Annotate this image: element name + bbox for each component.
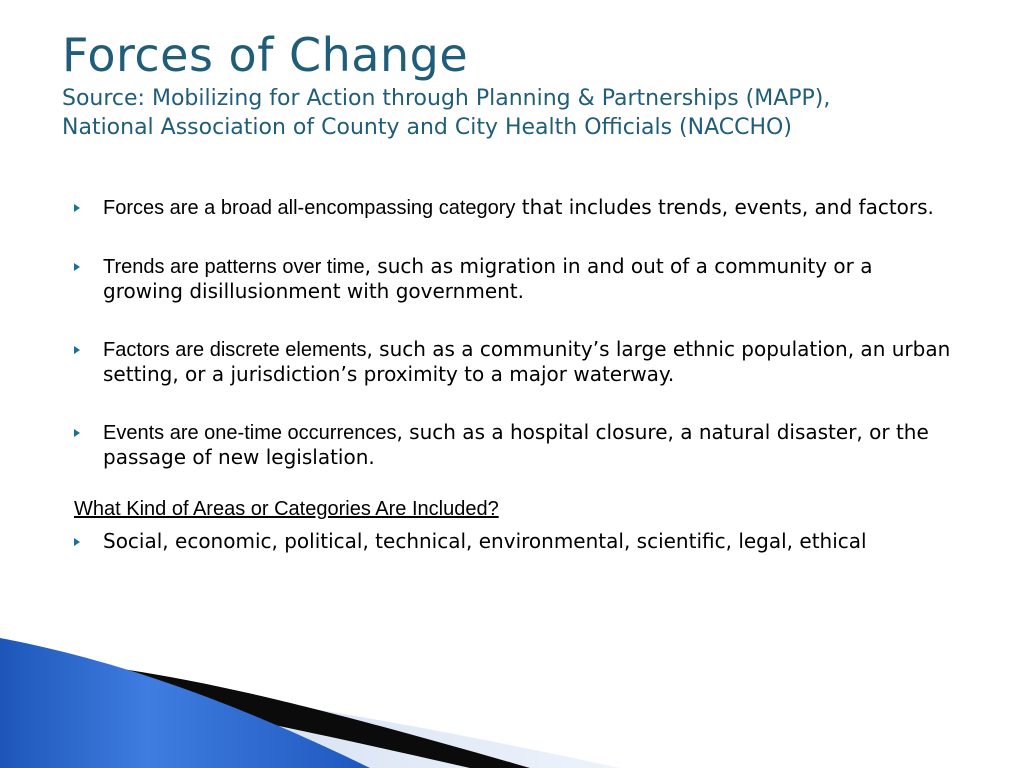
- bullet-term: Factors are discrete elements: [103, 339, 367, 361]
- bullet-text: , such as migration in and out of a community or a growing disillusionment with government.: [103, 254, 873, 303]
- subtitle-line-2: National Association of County and City Health Officials (NACCHO): [62, 114, 792, 140]
- bullet-item: [74, 254, 954, 303]
- blue-wedge: [0, 638, 370, 768]
- bullet-item: [74, 420, 954, 469]
- slide-title: Forces of Change: [62, 28, 469, 82]
- triangle-bullet-icon: [74, 346, 80, 354]
- corner-swoosh-decoration: [0, 638, 1024, 768]
- triangle-bullet-icon: [74, 263, 80, 271]
- bullet-text: , such as a hospital closure, a natural disaster, or the passage of new legislation.: [103, 420, 929, 469]
- subtitle-line-1: Source: Mobilizing for Action through Planning & Partnerships (MAPP),: [62, 85, 831, 111]
- bullet-item: [74, 195, 954, 220]
- bullet-term: Trends are patterns over time: [103, 256, 365, 278]
- triangle-bullet-icon: [74, 429, 80, 437]
- slide-subtitle: [62, 84, 992, 143]
- slide-body: [74, 195, 954, 553]
- triangle-bullet-icon: [74, 204, 80, 212]
- bullet-term: Forces are a broad all-encompassing category: [103, 197, 516, 219]
- bullet-item: [74, 337, 954, 386]
- bullet-text: , such as a community’s large ethnic population, an urban setting, or a jurisdiction’s proximity to a major waterway.: [103, 337, 951, 386]
- category-list-item: [74, 529, 954, 553]
- categories-heading: What Kind of Areas or Categories Are Included?: [74, 498, 499, 520]
- triangle-bullet-icon: [74, 538, 80, 546]
- category-list-text: Social, economic, political, technical, environmental, scientific, legal, ethical: [103, 529, 867, 553]
- title-block: [62, 30, 992, 142]
- bullet-term: Events are one-time occurrences: [103, 422, 397, 444]
- bullet-text: that includes trends, events, and factors.: [515, 195, 934, 219]
